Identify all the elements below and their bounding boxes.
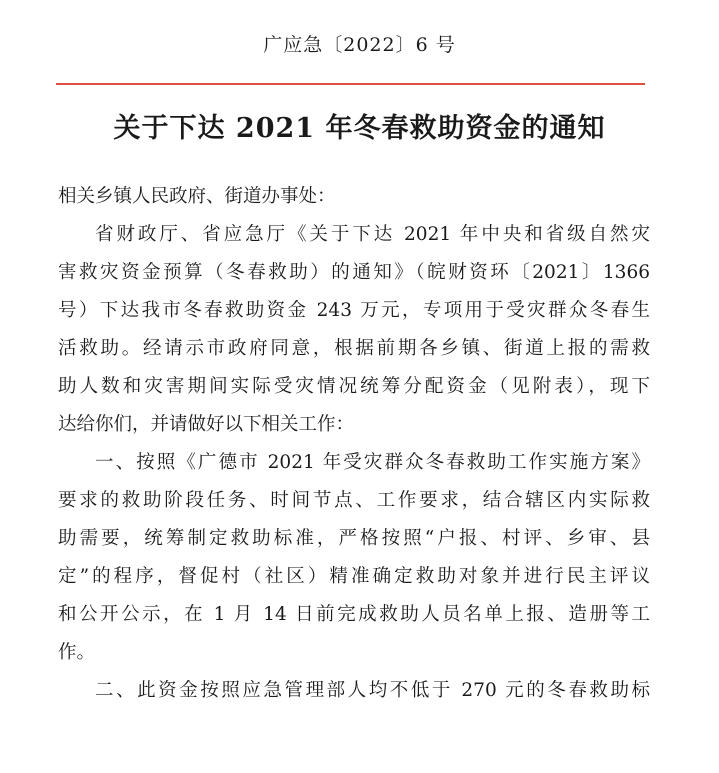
body-line: 和公开公示，在 1 月 14 日前完成救助人员名单上报、造册等工 bbox=[58, 604, 650, 625]
salutation: 相关乡镇人民政府、街道办事处： bbox=[58, 186, 336, 207]
body-line: 助人数和灾害期间实际受灾情况统筹分配资金（见附表），现下 bbox=[58, 376, 650, 397]
body-line: 定”的程序，督促村（社区）精准确定救助对象并进行民主评议 bbox=[58, 566, 650, 587]
document-title: 关于下达 2021 年冬春救助资金的通知 bbox=[113, 113, 606, 144]
body-line: 作。 bbox=[58, 642, 96, 663]
body-line: 害救灾资金预算（冬春救助）的通知》（皖财资环〔2021〕1366 bbox=[58, 262, 650, 283]
document-body bbox=[58, 178, 650, 710]
body-line: 一、按照《广德市 2021 年受灾群众冬春救助工作实施方案》 bbox=[95, 452, 650, 473]
body-line: 号）下达我市冬春救助资金 243 万元，专项用于受灾群众冬春生 bbox=[58, 300, 650, 321]
body-line: 要求的救助阶段任务、时间节点、工作要求，结合辖区内实际救 bbox=[58, 490, 650, 511]
body-line: 助需要，统筹制定救助标准，严格按照“户报、村评、乡审、县 bbox=[58, 528, 650, 549]
body-line: 达给你们，并请做好以下相关工作： bbox=[58, 414, 355, 435]
document-number: 广应急〔2022〕6 号 bbox=[263, 34, 456, 56]
red-divider-line bbox=[56, 83, 645, 85]
body-line: 省财政厅、省应急厅《关于下达 2021 年中央和省级自然灾 bbox=[95, 224, 650, 245]
body-line: 活救助。经请示市政府同意，根据前期各乡镇、街道上报的需救 bbox=[58, 338, 650, 359]
body-line: 二、此资金按照应急管理部人均不低于 270 元的冬春救助标 bbox=[95, 680, 650, 701]
